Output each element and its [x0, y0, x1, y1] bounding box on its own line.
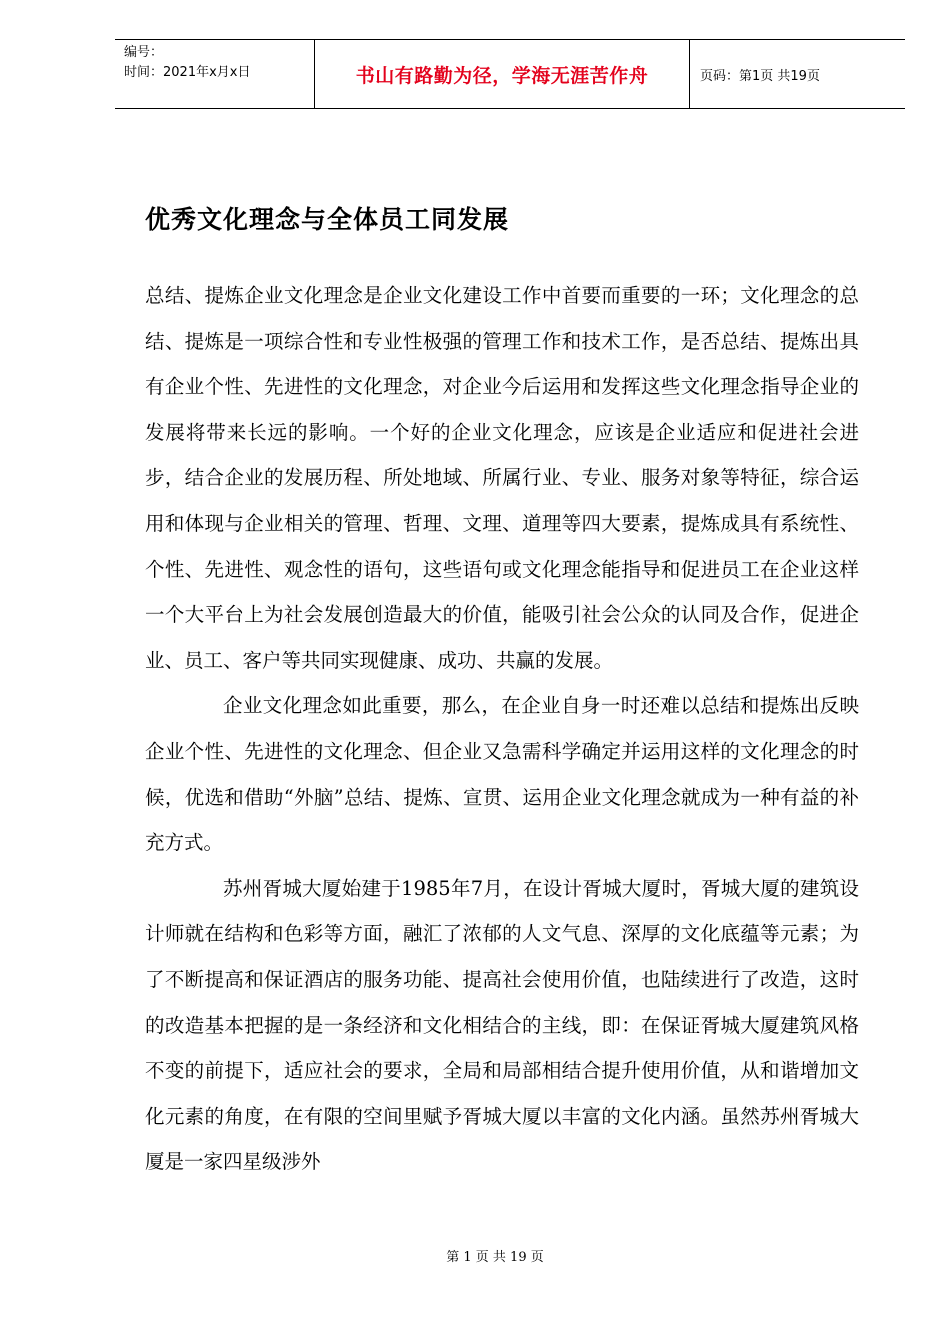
serial-number-label: 编号：	[124, 45, 164, 60]
time-label: 时间：2021年x月x日	[124, 65, 251, 80]
document-title: 优秀文化理念与全体员工同发展	[145, 205, 510, 234]
header-page-info: 页码：第1页 共19页	[700, 68, 820, 84]
document-body	[145, 273, 859, 1185]
paragraph: 苏州胥城大厦始建于1985年7月，在设计胥城大厦时，胥城大厦的建筑设计师就在结构和色彩等方面，融汇了浓郁的人文气息、深厚的文化底蕴等元素；为了不断提高和保证酒店的服务功能、提高社会使用价值，也陆续进行了改造，这时的改造基本把握的是一条经济和文化相结合的主线，即：在保证胥城大厦建筑风格不变的前提下，适应社会的要求，全局和局部相结合提升使用价值，从和谐增加文化元素的角度，在有限的空间里赋予胥城大厦以丰富的文化内涵。虽然苏州胥城大厦是一家四星级涉外	[145, 876, 859, 1174]
page-header	[115, 39, 905, 109]
page-footer: 第 1 页 共 19 页	[446, 1250, 544, 1265]
header-meta	[115, 40, 315, 108]
header-motto: 书山有路勤为径，学海无涯苦作舟	[315, 40, 690, 108]
paragraph: 企业文化理念如此重要，那么，在企业自身一时还难以总结和提炼出反映企业个性、先进性的文化理念、但企业又急需科学确定并运用这样的文化理念的时候，优选和借助“外脑”总结、提炼、宣贯、运用企业文化理念就成为一种有益的补充方式。	[145, 694, 859, 855]
paragraph: 总结、提炼企业文化理念是企业文化建设工作中首要而重要的一环；文化理念的总结、提炼是一项综合性和专业性极强的管理工作和技术工作，是否总结、提炼出具有企业个性、先进性的文化理念，对企业今后运用和发挥这些文化理念指导企业的发展将带来长远的影响。一个好的企业文化理念，应该是企业适应和促进社会进步，结合企业的发展历程、所处地域、所属行业、专业、服务对象等特征，综合运用和体现与企业相关的管理、哲理、文理、道理等四大要素，提炼成具有系统性、个性、先进性、观念性的语句，这些语句或文化理念能指导和促进员工在企业这样一个大平台上为社会发展创造最大的价值，能吸引社会公众的认同及合作，促进企业、员工、客户等共同实现健康、成功、共赢的发展。	[145, 284, 859, 672]
